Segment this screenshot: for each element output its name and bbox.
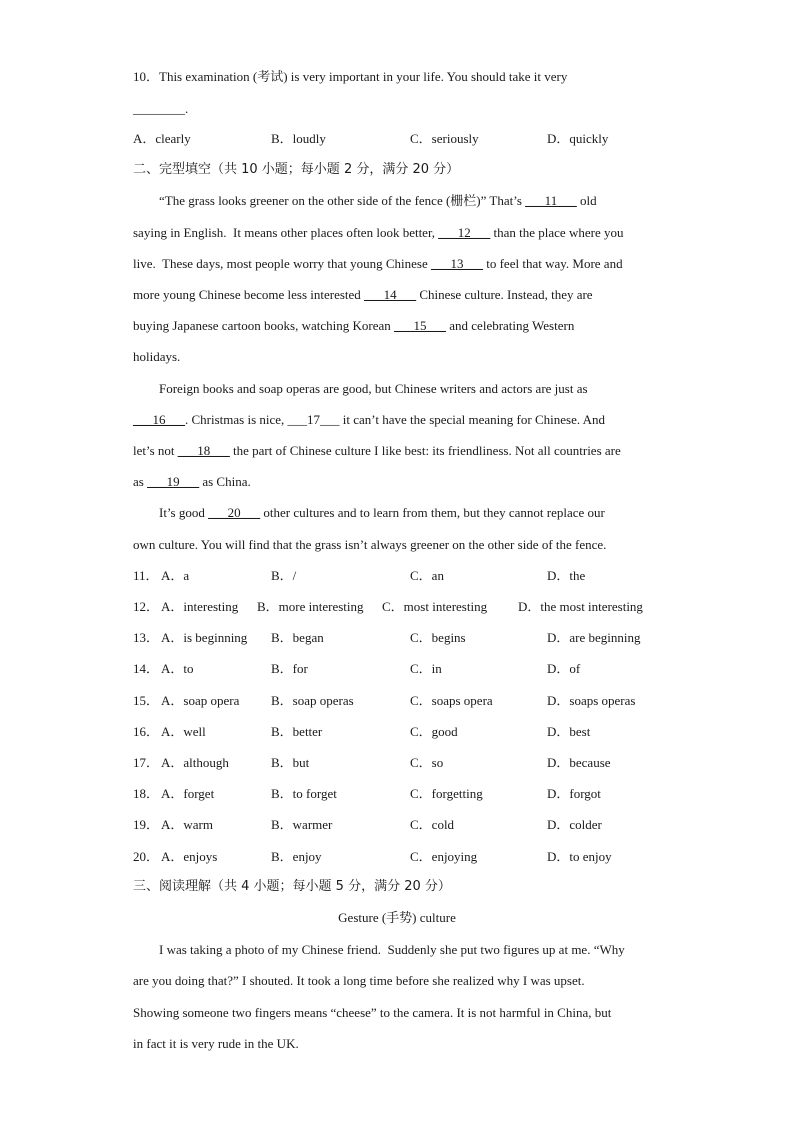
option-d: D．the most interesting <box>518 599 643 614</box>
option-c: C．in <box>410 661 442 676</box>
section3-heading: 三、阅读理解（共 4 小题；每小题 5 分，满分 20 分） <box>133 879 451 894</box>
passage-line <box>133 537 606 553</box>
blank-number: ___18___ <box>177 443 230 458</box>
q10-option-c: C．seriously <box>410 131 479 146</box>
reading-line: Showing someone two fingers means “cheese” to the camera. It is not harmful in China, but <box>133 1005 612 1020</box>
passage-text: live. These days, most people worry that young Chinese <box>133 256 431 271</box>
passage-text: as <box>133 474 148 489</box>
blank-number: ___15___ <box>394 318 447 333</box>
option-d: D．colder <box>547 817 602 832</box>
passage-line <box>133 381 588 397</box>
question-number: 12． <box>133 599 160 614</box>
option-c: C．so <box>410 755 444 770</box>
passage-line <box>133 443 621 459</box>
option-d: D．soaps operas <box>547 693 636 708</box>
passage-text: more young Chinese become less interested <box>133 287 365 302</box>
reading-line: are you doing that?” I shouted. It took a long time before she realized why I was upset. <box>133 973 585 988</box>
passage-text: other cultures and to learn from them, but they cannot replace our <box>260 505 605 520</box>
option-c: C．forgetting <box>410 786 483 801</box>
passage-text: as China. <box>199 474 251 489</box>
blank-number: ___16___ <box>133 412 185 427</box>
option-a: A．is beginning <box>161 630 248 645</box>
passage-line <box>133 474 251 490</box>
option-b: B．better <box>271 724 323 739</box>
option-b: B．but <box>271 755 310 770</box>
blank-number: ___19___ <box>147 474 200 489</box>
question-number: 18． <box>133 786 160 801</box>
passage-text: own culture. You will find that the grass isn’t always greener on the other side of the fence. <box>133 537 607 552</box>
option-d: D．best <box>547 724 591 739</box>
question-number: 16． <box>133 724 160 739</box>
blank-number: ___12___ <box>438 225 491 240</box>
passage-text: Foreign books and soap operas are good, but Chinese writers and actors are just as <box>133 381 588 396</box>
option-b: B．enjoy <box>271 849 322 864</box>
q10-option-a: A．clearly <box>133 131 191 146</box>
passage-text: old <box>576 193 597 208</box>
option-a: A．a <box>161 568 190 583</box>
q10-stem-line1: 10．This examination (考试) is very important in your life. You should take it very <box>133 69 568 84</box>
option-d: D．to enjoy <box>547 849 612 864</box>
passage-text: saying in English. It means other places often look better, <box>133 225 439 240</box>
option-d: D．are beginning <box>547 630 641 645</box>
q10-stem-line2: ________. <box>133 101 189 116</box>
option-a: A．well <box>161 724 206 739</box>
option-c: C．good <box>410 724 458 739</box>
reading-line: I was taking a photo of my Chinese friend. Suddenly she put two figures up at me. “Why <box>133 942 625 957</box>
option-a: A．interesting <box>161 599 239 614</box>
blank-number: ___11___ <box>525 193 577 208</box>
passage-text: buying Japanese cartoon books, watching Korean <box>133 318 395 333</box>
passage-line <box>133 349 180 365</box>
option-a: A．forget <box>161 786 215 801</box>
question-number: 14． <box>133 661 160 676</box>
passage-line <box>133 256 623 272</box>
option-a: A．soap opera <box>161 693 240 708</box>
option-a: A．enjoys <box>161 849 218 864</box>
passage-text: Chinese culture. Instead, they are <box>416 287 593 302</box>
passage-text: the part of Chinese culture I like best: its friendliness. Not all countries are <box>229 443 621 458</box>
option-d: D．of <box>547 661 581 676</box>
option-b: B．warmer <box>271 817 333 832</box>
section2-heading: 二、完型填空（共 10 小题；每小题 2 分，满分 20 分） <box>133 162 460 177</box>
option-b: B．more interesting <box>257 599 364 614</box>
option-d: D．the <box>547 568 586 583</box>
option-a: A．although <box>161 755 229 770</box>
option-c: C．begins <box>410 630 466 645</box>
option-a: A．warm <box>161 817 213 832</box>
blank-number: ___13___ <box>430 256 483 271</box>
question-number: 19． <box>133 817 160 832</box>
option-d: D．because <box>547 755 611 770</box>
option-c: C．most interesting <box>382 599 488 614</box>
passage-text: to feel that way. More and <box>482 256 623 271</box>
question-number: 17． <box>133 755 160 770</box>
passage-line <box>133 287 593 303</box>
passage-text: and celebrating Western <box>446 318 575 333</box>
passage-text: It’s good <box>133 505 209 520</box>
option-b: B．began <box>271 630 324 645</box>
option-c: C．enjoying <box>410 849 478 864</box>
option-b: B．/ <box>271 568 297 583</box>
passage-text: holidays. <box>133 349 181 364</box>
blank-number: ___20___ <box>208 505 261 520</box>
option-b: B．soap operas <box>271 693 354 708</box>
passage-line <box>133 193 597 209</box>
question-number: 20． <box>133 849 160 864</box>
question-number: 11． <box>133 568 159 583</box>
q10-option-b: B．loudly <box>271 131 326 146</box>
option-c: C．an <box>410 568 444 583</box>
passage-text: . Christmas is nice, ___17___ it can’t have the special meaning for Chinese. And <box>185 412 606 427</box>
passage-text: “The grass looks greener on the other side of the fence (栅栏)” That’s <box>133 193 526 208</box>
question-number: 13． <box>133 630 160 645</box>
passage-line <box>133 412 605 428</box>
passage-text: than the place where you <box>490 225 624 240</box>
passage-line <box>133 225 623 241</box>
option-a: A．to <box>161 661 194 676</box>
reading-line: in fact it is very rude in the UK. <box>133 1036 299 1051</box>
option-c: C．cold <box>410 817 455 832</box>
passage-text: let’s not <box>133 443 178 458</box>
reading-title: Gesture (手势) culture <box>338 910 456 925</box>
blank-number: ___14___ <box>364 287 417 302</box>
option-b: B．to forget <box>271 786 337 801</box>
question-number: 15． <box>133 693 160 708</box>
passage-line <box>133 318 574 334</box>
option-b: B．for <box>271 661 308 676</box>
option-c: C．soaps opera <box>410 693 493 708</box>
q10-option-d: D．quickly <box>547 131 609 146</box>
passage-line <box>133 505 605 521</box>
option-d: D．forgot <box>547 786 601 801</box>
